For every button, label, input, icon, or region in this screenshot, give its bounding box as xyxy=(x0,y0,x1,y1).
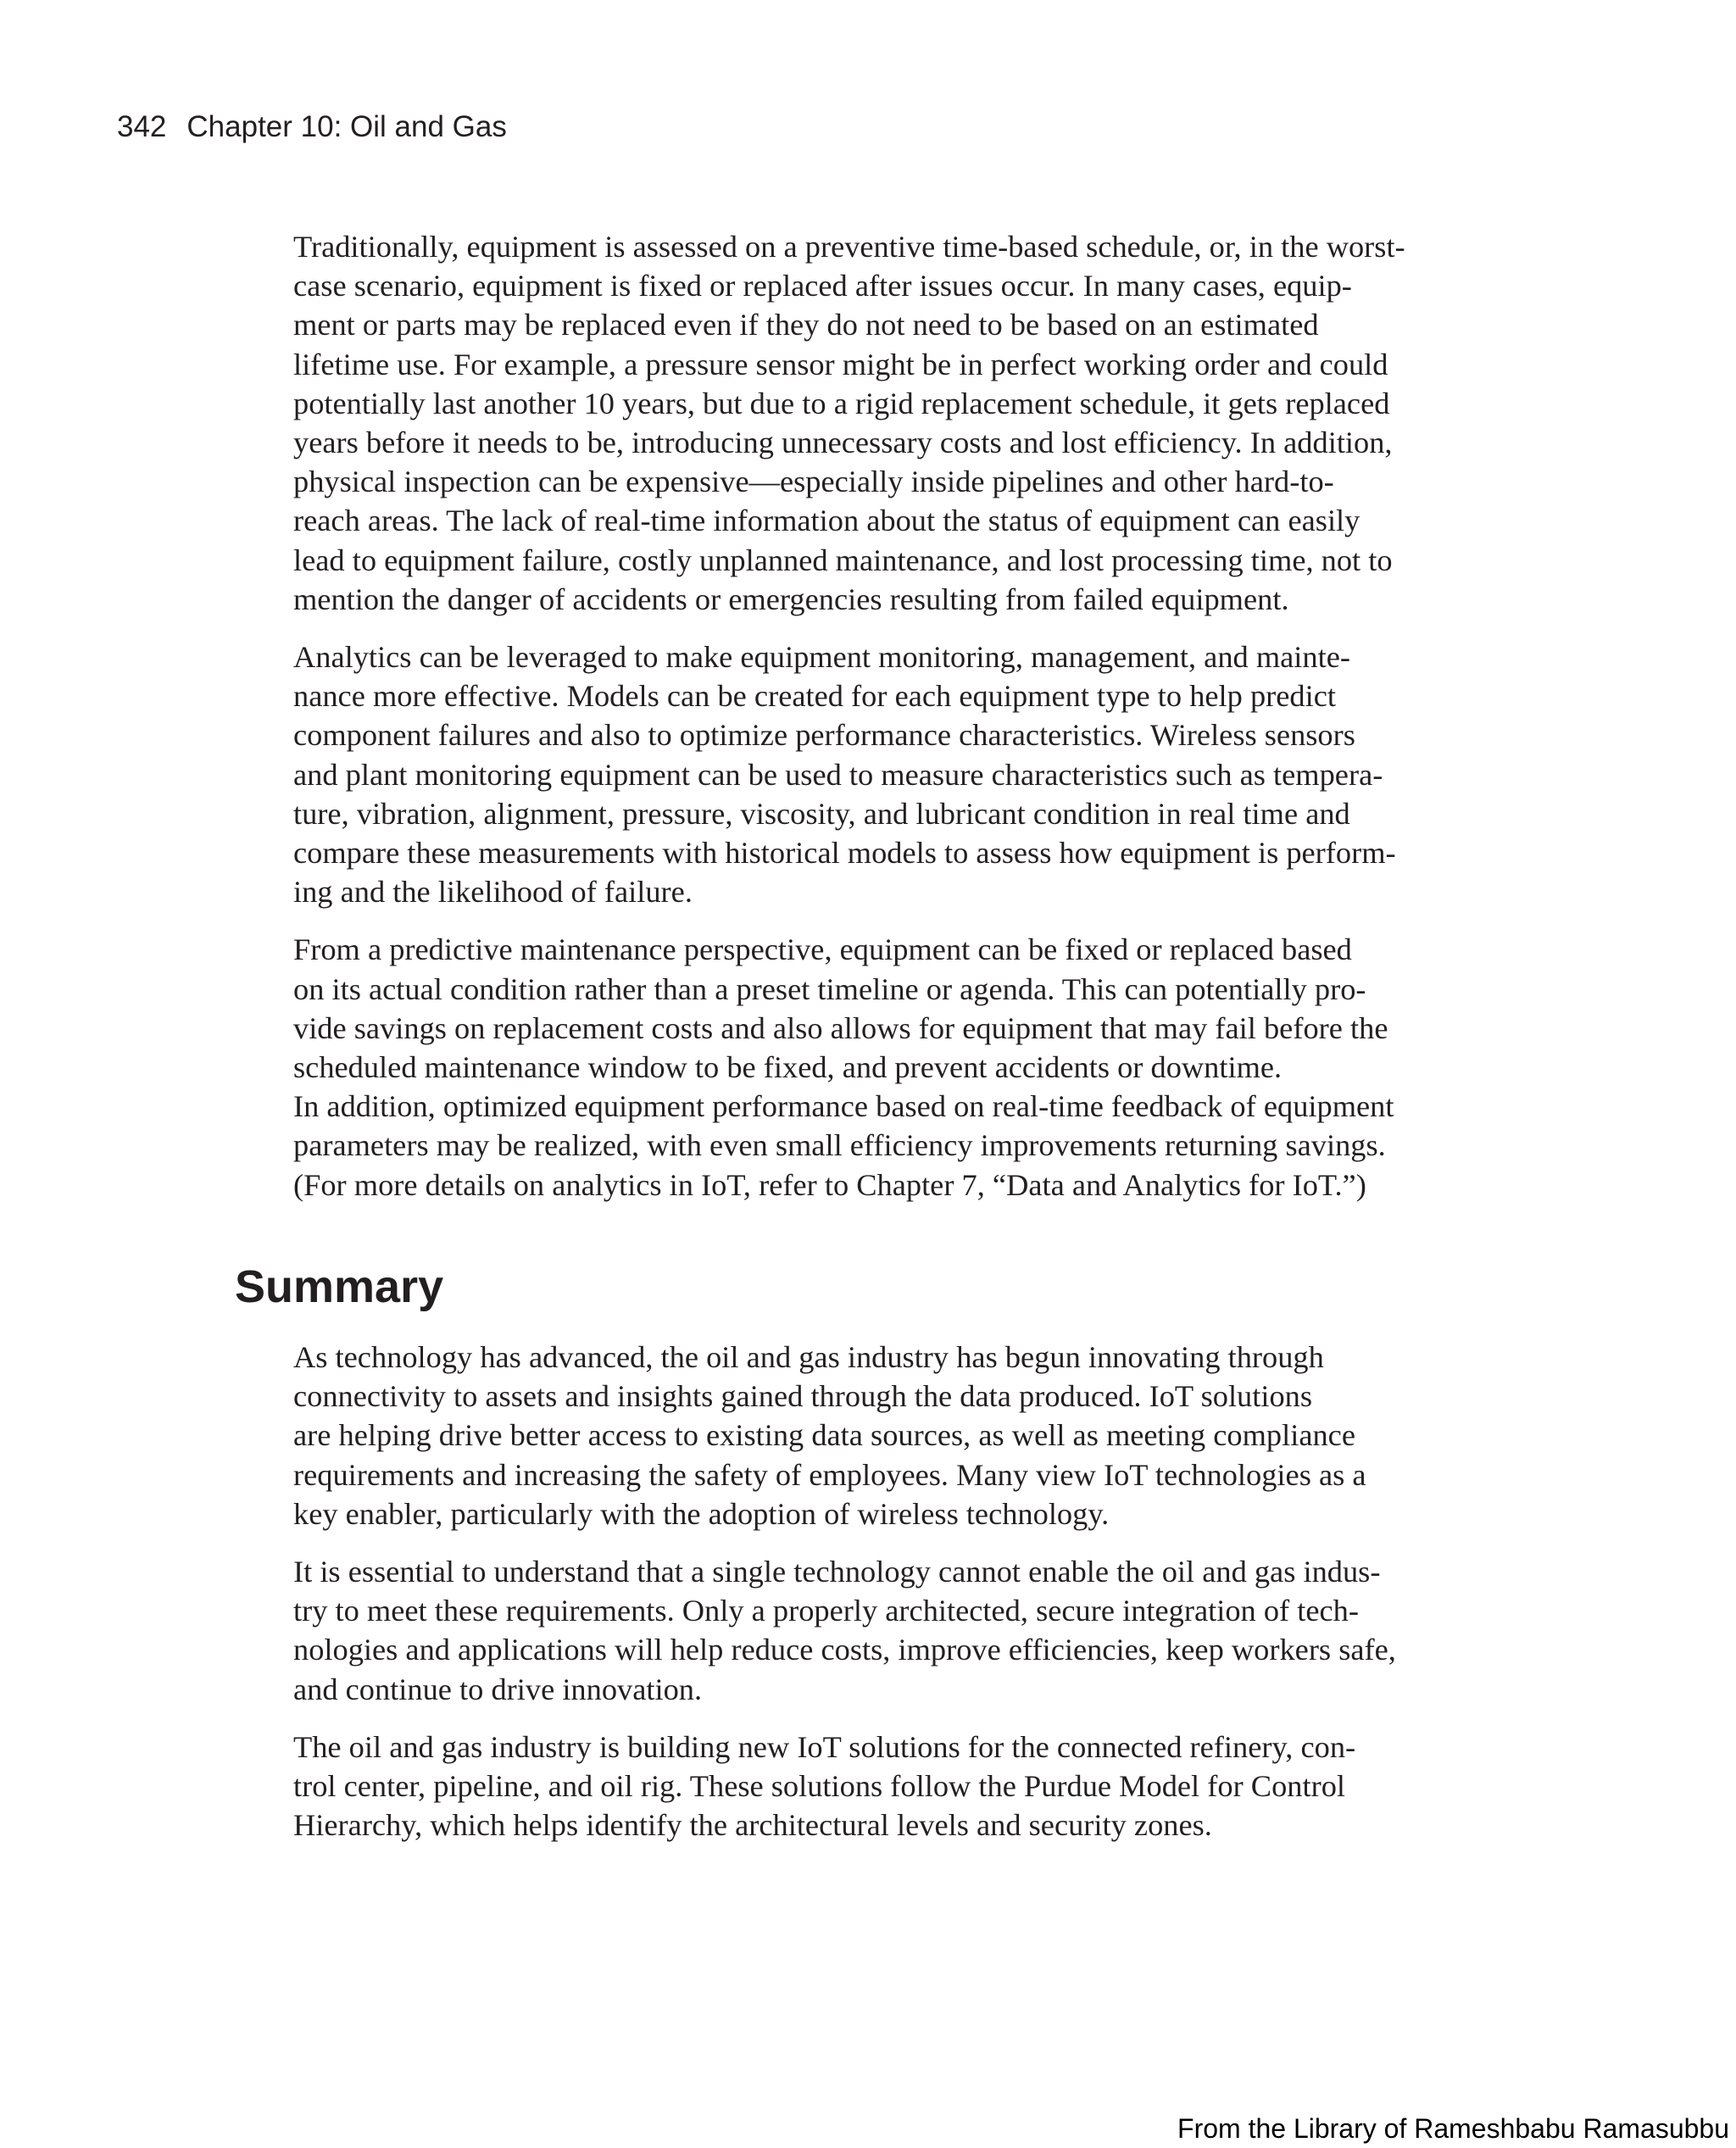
paragraph: From a predictive maintenance perspective, equipment can be fixed or replaced based on its actual condition rather than a preset timeline or agenda. This can potentially pro- vide savings on replacement costs and also allows for equipment that may fail before the scheduled maintenance window to be fixed, and prevent accidents or downtime. In addition, optimized equipment performance based on real-time feedback of equipment parameters may be realized, with even small efficiency improvements returning savings. (For more details on analytics in IoT, refer to Chapter 7, “Data and Analytics for IoT.”) xyxy=(293,932,1394,1202)
paragraph: Traditionally, equipment is assessed on a preventive time-based schedule, or, in the worst- case scenario, equipment is fixed or replaced after issues occur. In many cases, equip- ment or parts may be replaced even if they do not need to be based on an estimated lifetime use. For example, a pressure sensor might be in perfect working order and could potentially last another 10 years, but due to a rigid replacement schedule, it gets replaced years before it needs to be, introducing unnecessary costs and lost efficiency. In addition, physical inspection can be expensive—especially inside pipelines and other hard-to- reach areas. The lack of real-time information about the status of equipment can easily lead to equipment failure, costly unplanned maintenance, and lost processing time, not to mention the danger of accidents or emergencies resulting from failed equipment. xyxy=(293,230,1405,616)
body-text-summary xyxy=(293,1338,1446,1845)
paragraph: The oil and gas industry is building new IoT solutions for the connected refinery, con- trol center, pipeline, and oil rig. These solutions follow the Purdue Model for Control Hierarchy, which helps identify the architectural levels and security zones. xyxy=(293,1729,1356,1843)
library-footer: From the Library of Rameshbabu Ramasubbu xyxy=(1177,2113,1729,2144)
body-text-top xyxy=(293,227,1446,1205)
page-number: 342 xyxy=(117,110,167,143)
running-header xyxy=(117,110,507,144)
section-heading-summary: Summary xyxy=(235,1261,444,1312)
paragraph: Analytics can be leveraged to make equipment monitoring, management, and mainte- nance more effective. Models can be created for each equipment type to help predict component failures and also to optimize performance characteristics. Wireless sensors and plant monitoring equipment can be used to measure characteristics such as tempera- ture, vibration, alignment, pressure, viscosity, and lubricant condition in real time and compare these measurements with historical models to assess how equipment is perform- ing and the likelihood of failure. xyxy=(293,640,1396,910)
paragraph: As technology has advanced, the oil and gas industry has begun innovating through connectivity to assets and insights gained through the data produced. IoT solutions are helping drive better access to existing data sources, as well as meeting compliance requirements and increasing the safety of employees. Many view IoT technologies as a key enabler, particularly with the adoption of wireless technology. xyxy=(293,1340,1366,1531)
chapter-title: Chapter 10: Oil and Gas xyxy=(186,110,507,143)
paragraph: It is essential to understand that a single technology cannot enable the oil and gas indus- try to meet these requirements. Only a properly architected, secure integration of tech- nologies and applications will help reduce costs, improve efficiencies, keep workers safe, and continue to drive innovation. xyxy=(293,1555,1396,1706)
